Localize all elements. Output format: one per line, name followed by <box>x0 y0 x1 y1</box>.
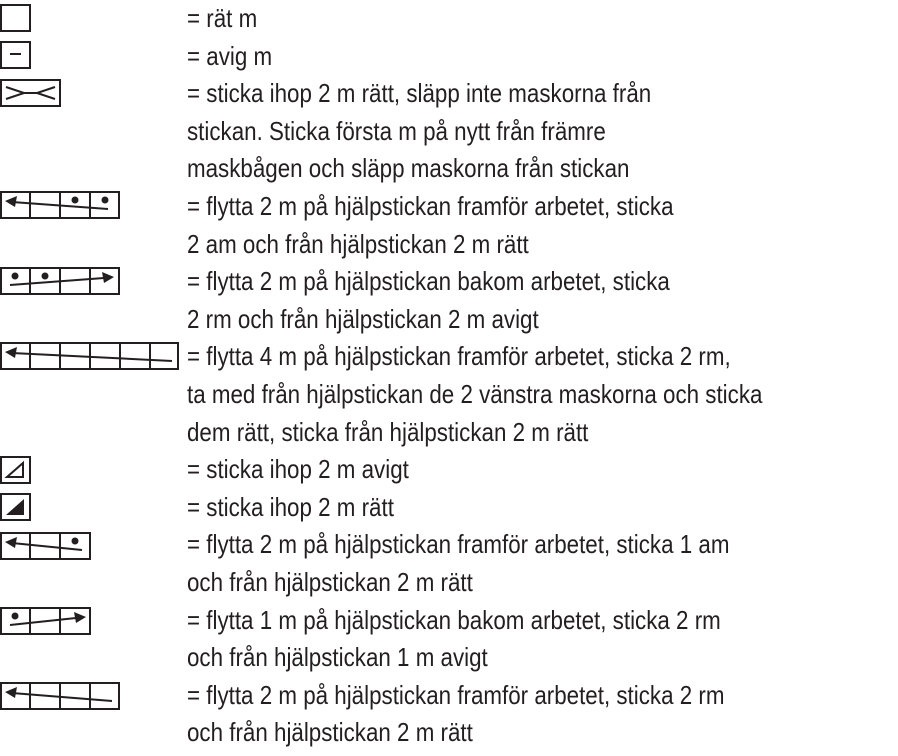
purl-2-together-symbol <box>0 456 32 484</box>
legend-text-line: 2 am och från hjälpstickan 2 m rätt <box>187 228 529 259</box>
legend-text-line: = flytta 2 m på hjälpstickan framför arbetet, sticka 2 rm <box>187 679 725 710</box>
cable-2-over-1-back-purl-symbol <box>0 607 92 635</box>
crossed-stitch-symbol <box>0 79 62 107</box>
legend-text-line: ta med från hjälpstickan de 2 vänstra maskorna och sticka <box>187 378 763 409</box>
legend-descriptions <box>187 0 762 752</box>
legend-text-line: 2 rm och från hjälpstickan 2 m avigt <box>187 303 539 334</box>
legend-text-line: = rät m <box>187 3 258 33</box>
legend-text-line: och från hjälpstickan 2 m rätt <box>187 717 473 748</box>
cable-2-over-2-back-purl-symbol <box>0 267 120 295</box>
legend-text-line: och från hjälpstickan 2 m rätt <box>187 566 473 597</box>
legend-text-line: dem rätt, sticka från hjälpstickan 2 m rätt <box>187 416 589 447</box>
cable-6-stitch-front-symbol <box>0 342 180 370</box>
knit-2-together-symbol <box>0 493 32 521</box>
legend-text-line: stickan. Sticka första m på nytt från främre <box>187 115 606 146</box>
legend-text-line: = sticka ihop 2 m avigt <box>187 454 409 485</box>
legend-text-line: = flytta 2 m på hjälpstickan bakom arbetet, sticka <box>187 266 670 297</box>
legend-text-line: = flytta 2 m på hjälpstickan framför arbetet, sticka 1 am <box>187 529 730 560</box>
knit-stitch-box <box>0 4 32 32</box>
legend-text-line: = flytta 2 m på hjälpstickan framför arbetet, sticka <box>187 190 674 221</box>
legend-text-line: = sticka ihop 2 m rätt <box>187 491 394 522</box>
legend-text-line: = flytta 4 m på hjälpstickan framför arbetet, sticka 2 rm, <box>187 341 731 372</box>
purl-stitch-box <box>0 41 32 69</box>
legend-text-line: och från hjälpstickan 1 m avigt <box>187 642 488 673</box>
cable-2-over-2-front-purl-symbol <box>0 191 120 219</box>
legend-text-line: maskbågen och släpp maskorna från stickan <box>187 153 630 184</box>
cable-1-over-2-front-purl-symbol <box>0 532 92 560</box>
cable-2-over-2-front-symbol <box>0 682 120 710</box>
legend-text-line: = avig m <box>187 40 273 71</box>
legend-text-line: = sticka ihop 2 m rätt, släpp inte maskorna från <box>187 78 652 109</box>
legend-text-line: = flytta 1 m på hjälpstickan bakom arbetet, sticka 2 rm <box>187 604 721 635</box>
